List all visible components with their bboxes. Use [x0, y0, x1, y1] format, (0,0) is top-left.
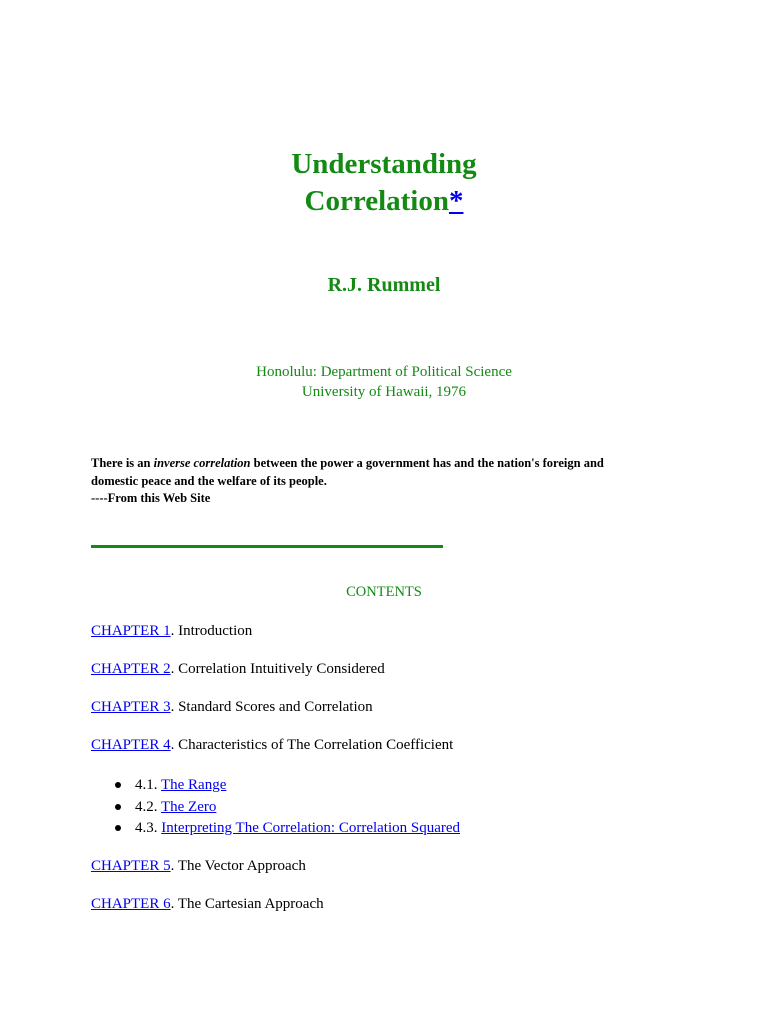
chapter-3-entry	[91, 697, 373, 717]
author-name: R.J. Rummel	[327, 274, 441, 296]
chapter-5-link[interactable]: CHAPTER 5	[91, 858, 171, 874]
chapter-4-title: . Characteristics of The Correlation Coefficient	[170, 737, 454, 753]
chapter-1-title: . Introduction	[170, 623, 253, 639]
chapter-4-entry	[91, 735, 453, 755]
title-line-2	[0, 183, 768, 220]
footnote-link[interactable]: *	[448, 185, 464, 217]
affiliation-line-1: Honolulu: Department of Political Science	[256, 364, 512, 380]
chapter-6-entry	[91, 894, 324, 914]
chapter-1-entry	[91, 621, 252, 641]
subsection-4-1	[135, 775, 226, 795]
chapter-1-link[interactable]: CHAPTER 1	[91, 623, 171, 639]
quote-text	[91, 455, 651, 490]
affiliation-line-2: University of Hawaii, 1976	[301, 384, 467, 400]
subsection-4-2-number: 4.2.	[135, 799, 161, 815]
chapter-3-title: . Standard Scores and Correlation	[170, 699, 373, 715]
subsection-4-3	[135, 818, 460, 838]
chapter-5-title: . The Vector Approach	[170, 858, 306, 874]
quote-part-2: between the power a government has and the nation's foreign and domestic peace and the welfare of its people.	[91, 456, 604, 488]
quote-emphasis: inverse correlation	[153, 456, 251, 470]
subsection-4-3-link[interactable]: Interpreting The Correlation: Correlation Squared	[161, 820, 461, 836]
affiliation	[0, 362, 768, 402]
title-line-1: Understanding	[291, 148, 477, 180]
bullet-icon	[115, 825, 121, 831]
bullet-icon	[115, 782, 121, 788]
chapter-6-title: . The Cartesian Approach	[170, 896, 324, 912]
horizontal-rule	[91, 545, 443, 548]
chapter-3-link[interactable]: CHAPTER 3	[91, 699, 171, 715]
contents-heading: CONTENTS	[346, 584, 422, 600]
chapter-5-entry	[91, 856, 306, 876]
bullet-icon	[115, 804, 121, 810]
subsection-4-1-link[interactable]: The Range	[160, 777, 227, 793]
chapter-2-link[interactable]: CHAPTER 2	[91, 661, 171, 677]
chapter-2-title: . Correlation Intuitively Considered	[170, 661, 385, 677]
subsection-4-2	[135, 797, 216, 817]
chapter-4-link[interactable]: CHAPTER 4	[91, 737, 171, 753]
quote-source: ----From this Web Site	[91, 491, 211, 505]
title-line-2-text: Correlation	[304, 185, 449, 217]
document-title	[0, 146, 768, 220]
epigraph-quote	[91, 455, 651, 508]
chapter-2-entry	[91, 659, 385, 679]
quote-part-1: There is an	[91, 456, 154, 470]
subsection-4-2-link[interactable]: The Zero	[160, 799, 217, 815]
subsection-4-1-number: 4.1.	[135, 777, 161, 793]
chapter-6-link[interactable]: CHAPTER 6	[91, 896, 171, 912]
subsection-4-3-number: 4.3.	[135, 820, 162, 836]
